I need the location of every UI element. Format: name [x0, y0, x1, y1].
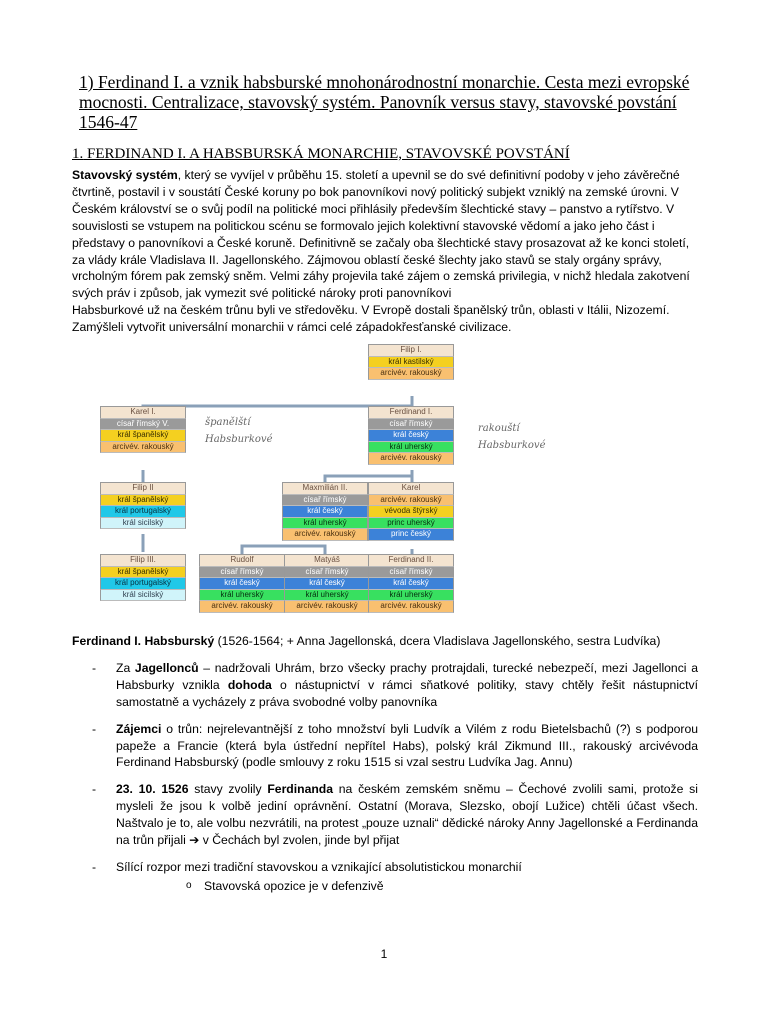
intro-paragraph: [72, 167, 698, 302]
node-ferdinand-2: [368, 554, 454, 613]
bullet-text: – nadržovali Uhrám, brzo všecky prachy protrajdali, turecké nebezpečí, mezi Jagellonci a Habsburky vznikla: [116, 660, 698, 692]
label-spanish-habsburgs: španělští Habsburkové: [205, 417, 273, 445]
node-title: král sicilský: [100, 590, 186, 602]
node-title: císař římský: [284, 567, 370, 579]
node-name: Filip II: [100, 482, 186, 495]
node-title: král sicilský: [100, 518, 186, 530]
node-rudolf: [199, 554, 285, 613]
section-number: 1.: [72, 146, 84, 162]
sub-bullet-opozice: [116, 878, 698, 895]
bullet-text: o trůn: nejrelevantnější z toho množství byli Ludvík a Vilém z rodu Bietelsbachů (?) s podporou papeže a Francie (která byla ústřední nepřítel Habs), polský král Zikmund III., rakouský arcivévoda Ferdinand Habsburský (podle smlouvy z roku 1515 si vzal sestru Ludvíka Jag. Annu): [116, 721, 698, 770]
sub-bullet-marker: o: [186, 879, 192, 891]
node-title: císař římský V.: [100, 419, 186, 431]
bullet-dash: -: [92, 721, 97, 736]
node-title: císař římský: [282, 495, 368, 507]
node-title: císař římský: [368, 419, 454, 431]
label-austrian-habsburgs: rakouští Habsburkové: [478, 423, 546, 451]
intro-bold-term: Stavovský systém: [72, 168, 178, 182]
node-title: císař římský: [199, 567, 285, 579]
node-karel-1: [100, 406, 186, 453]
node-title: král český: [368, 430, 454, 442]
node-name: Filip I.: [368, 344, 454, 357]
node-title: arcivév. rakouský: [284, 601, 370, 613]
node-title: arcivév. rakouský: [199, 601, 285, 613]
ferdinand-lead: [72, 633, 698, 650]
bullet-bold: 23. 10. 1526: [116, 782, 189, 797]
bullet-bold: Zájemci: [116, 721, 162, 736]
node-title: král uherský: [368, 442, 454, 454]
node-name: Maxmilián II.: [282, 482, 368, 495]
node-title: arcivév. rakouský: [282, 529, 368, 541]
node-title: arcivév. rakouský: [368, 495, 454, 507]
bullet-bold: Ferdinanda: [267, 782, 334, 797]
node-matyas: [284, 554, 370, 613]
node-title: král portugalský: [100, 506, 186, 518]
ferdinand-lead-bold: Ferdinand I. Habsburský: [72, 634, 215, 648]
node-filip-3: [100, 554, 186, 601]
bullet-text: v Čechách byl zvolen, jinde byl přijat: [199, 833, 400, 848]
node-name: Karel: [368, 482, 454, 495]
node-title: císař římský: [368, 567, 454, 579]
node-title: arcivév. rakouský: [368, 368, 454, 380]
bullet-text: o nástupnictví v rámci sňatkové politiky, stavy chtěly řešit nástupnictví samostatně a vycházely z práva svobodné volby panovníka: [116, 677, 698, 709]
bullet-text: na českém zemském sněmu – Čechové zvolili sami, protože si mysleli že jsou k volbě jediní oprávnění. Ostatní (Morava, Slezsko, obojí Lužice) chtěli účast všech. Naštvalo je to, ale volbu nezvrátili, na protest „pouze uznali“ dědické nároky Anny Jagellonské a Ferdinanda na trůn přijali: [116, 782, 698, 848]
page-number: 1: [380, 947, 388, 961]
ferdinand-lead-text: (1526-1564; + Anna Jagellonská, dcera Vladislava Jagellonského, sestra Ludvíka): [214, 634, 661, 648]
node-title: král uherský: [199, 590, 285, 602]
node-ferdinand-1: [368, 406, 454, 465]
node-title: král španělský: [100, 430, 186, 442]
bullet-text: stavy zvolily: [188, 782, 268, 797]
bullet-dash: -: [92, 660, 97, 675]
document-title: 1) Ferdinand I. a vznik habsburské mnohonárodnostní monarchie. Cesta mezi evropské mocnosti. Centralizace, stavovský systém. Panovník versus stavy, stavovské povstání 1546-47: [79, 72, 690, 132]
node-title: král uherský: [368, 590, 454, 602]
bullet-bold: dohoda: [227, 677, 272, 692]
bullet-dash: -: [92, 859, 97, 874]
section-heading: [72, 145, 692, 163]
node-title: král český: [368, 578, 454, 590]
node-name: Filip III.: [100, 554, 186, 567]
bullet-text: Za: [116, 660, 135, 675]
node-title: král kastilský: [368, 357, 454, 369]
node-title: král portugalský: [100, 578, 186, 590]
arrow-icon: ➔: [189, 833, 200, 848]
bullet-dash: -: [92, 782, 97, 797]
habsburg-paragraph: Habsburkové už na českém trůnu byli ve středověku. V Evropě dostali španělský trůn, oblasti v Itálii, Nizozemí. Zamýšleli vytvořit universální monarchii v rámci celé západokřesťanské civilizace.: [72, 303, 670, 335]
bullet-volba-1526: [72, 781, 698, 849]
node-name: Ferdinand I.: [368, 406, 454, 419]
connector-maxmilian: [242, 546, 325, 554]
node-title: král španělský: [100, 495, 186, 507]
node-name: Karel I.: [100, 406, 186, 419]
bullet-text: Sílící rozpor mezi tradiční stavovskou a vznikající absolutistickou monarchií: [116, 859, 522, 874]
bullet-jagellonci: [72, 660, 698, 711]
section-title: FERDINAND I. A HABSBURSKÁ MONARCHIE, STAVOVSKÉ POVSTÁNÍ: [87, 146, 570, 162]
node-title: král český: [282, 506, 368, 518]
node-karel: [368, 482, 454, 541]
node-name: Rudolf: [199, 554, 285, 567]
node-name: Ferdinand II.: [368, 554, 454, 567]
intro-paragraph-text: , který se vyvíjel v průběhu 15. století a upevnil se do své definitivní podoby v jeho závěrečné čtvrtině, postavil i v soustátí České koruny po bok panovníkovi nový politický subjekt vzniklý na zemské úrovni. V Českém království se o svůj podíl na politické moci přihlásily především šlechtické stavy – panstvo a rytířstvo. V souvislosti se vstupem na politickou scénu se formovalo jejich kolektivní stavovské vědomí a jako jeho část i představy o panovníkovi a České koruně. Definitivně se začaly oba šlechtické stavy prosazovat až ke konci století, za vlády krále Vladislava II. Jagellonského. Zájmovou oblastí české šlechty jako stavů se staly orgány správy, vrcholným fórem pak zemský sněm. Velmi záhy projevila také zájem o zemská privilegia, v nichž hledala zakotvení svých práv i způsob, jak vymezit své politické nároky proti panovníkovi: [72, 168, 690, 301]
habsburg-family-tree: [0, 340, 768, 630]
sub-bullet-text: Stavovská opozice je v defenzivě: [204, 878, 384, 893]
ferdinand-section: [72, 633, 698, 905]
node-title: arcivév. rakouský: [368, 453, 454, 465]
node-title: arcivév. rakouský: [100, 442, 186, 454]
node-title: král český: [284, 578, 370, 590]
intro-text: [72, 167, 698, 336]
node-title: král uherský: [284, 590, 370, 602]
node-title: arcivév. rakouský: [368, 601, 454, 613]
node-title: princ český: [368, 529, 454, 541]
node-title: král španělský: [100, 567, 186, 579]
node-maxmilian-2: [282, 482, 368, 541]
node-title: král uherský: [282, 518, 368, 530]
node-title: vévoda štýrský: [368, 506, 454, 518]
node-title: král český: [199, 578, 285, 590]
bullet-rozpor: [72, 859, 698, 895]
bullet-bold: Jagellonců: [134, 660, 199, 675]
bullet-zajemci: [72, 721, 698, 772]
node-filip-1: [368, 344, 454, 380]
node-filip-2: [100, 482, 186, 529]
node-title: princ uherský: [368, 518, 454, 530]
node-name: Matyáš: [284, 554, 370, 567]
